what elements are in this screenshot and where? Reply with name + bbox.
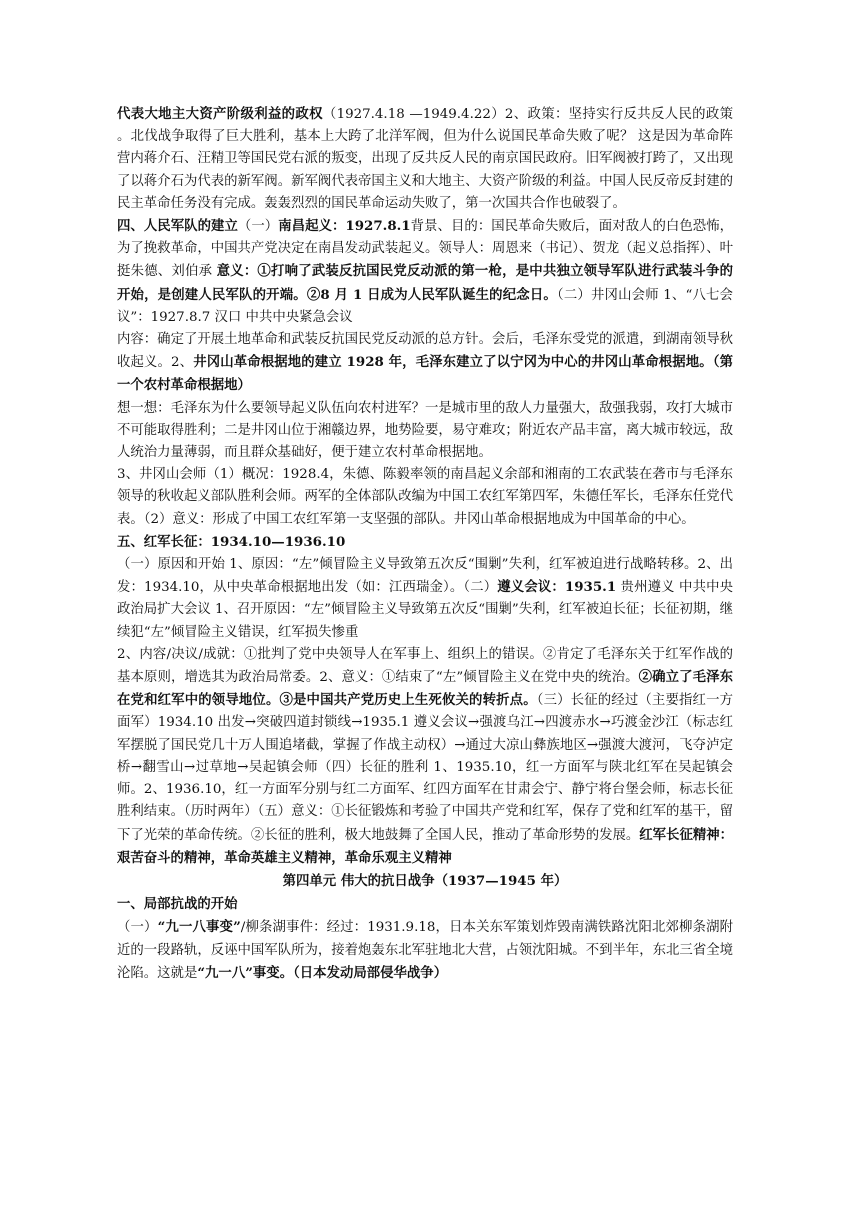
paragraph-local-war-heading bbox=[117, 893, 733, 916]
text-run: 想一想：毛泽东为什么要领导起义队伍向农村进军？一是城市里的敌人力量强大，敌强我弱，攻打大城市不可能取得胜利；二是井冈山位于湘赣边界，地势险要，易守难攻；附近农产品丰富，离大城市较远，敌人统治力量薄弱，而且群众基础好，便于建立农村革命根据地。 bbox=[117, 400, 733, 461]
text-run: “九一八”事变。（日本发动局部侵华战争） bbox=[197, 964, 448, 981]
unit-heading: 第四单元 伟大的抗日战争（1937—1945 年） bbox=[282, 872, 568, 889]
text-run: 井冈山革命根据地的建立 1928 年，毛泽东建立了以宁冈为中心的井冈山革命根据地。（第一个农村革命根据地） bbox=[117, 354, 733, 394]
text-run: （三）长征的经过（主要指红一方面军）1934.10 出发→突破四道封锁线→1935.1 遵义会议→强渡乌江→四渡赤水→巧渡金沙江（标志红军摆脱了国民党几十万人围追堵截，掌握了作战主动权）→通过大凉山彝族地区→强渡大渡河，飞夺泸定桥→翻雪山→过草地→吴起镇会师（四）长征的胜利 1、1935.10，红一方面军与陕北红军在吴起镇会师。2、1936.10，红一方面军分别与红二方面军、红四方面军在甘肃会宁、静宁将台堡会师，标志长征胜利结束。（历时两年）（五）意义：①长征锻炼和考验了中国共产党和红军，保存了党和红军的基干，留下了光荣的革命传统。②长征的胜利，极大地鼓舞了全国人民，推动了革命形势的发展。 bbox=[117, 693, 733, 843]
text-run: 代表大地主大资产阶级利益的政权 bbox=[117, 106, 323, 122]
paragraph-jinggangshan-base bbox=[117, 329, 733, 398]
section-heading: 四、人民军队的建立 bbox=[117, 218, 238, 235]
text-run: /柳条湖事件：经过：1931.9.18，日本关东军策划炸毁南满铁路沈阳北郊柳条湖附近的一段路轨，反诬中国军队所为，接着炮轰东北军驻地北大营，占领沈阳城。不到半年，东北三省全境沦陷。这就是 bbox=[117, 920, 734, 981]
paragraph-people-army bbox=[117, 215, 733, 329]
text-run: 背景、目的：国民革命失败后，面对敌人的白色恐怖，为了挽救革命，中国共产党决定在南昌发动武装起义。领导人：周恩来（书记）、贺龙（起义总指挥）、叶挺朱德、刘伯承 bbox=[117, 219, 734, 280]
text-run: 南昌起义：1927.8.1 bbox=[278, 218, 411, 235]
paragraph-zunyi-meeting bbox=[117, 644, 733, 870]
text-run: 红军长征精神：艰苦奋斗的精神，革命英雄主义精神，革命乐观主义精神 bbox=[117, 826, 734, 866]
paragraph-long-march-heading bbox=[117, 531, 733, 554]
paragraph-nationalist-regime bbox=[117, 103, 733, 215]
text-run: （一） bbox=[117, 920, 158, 936]
paragraph-jinggangshan-meeting bbox=[117, 464, 733, 531]
paragraph-918-incident bbox=[117, 916, 733, 985]
text-run: （1927.4.18 —1949.4.22）2、政策：坚持实行反共反人民的政策 。北伐战争取得了巨大胜利，基本上大跨了北洋军阀，但为什么说国民革命失败了呢？ 这是因为革命阵营内蒋介石、汪精卫等国民党右派的叛变，出现了反共反人民的南京国民政府。旧军阀被打跨了，又出现了以蒋介石为代表的新军阀。新军阀代表帝国主义和大地主、大资产阶级的利益。中国人民反帝反封建的民主革命任务没有完成。轰轰烈烈的国民革命运动失败了，第一次国共合作也破裂了。 bbox=[117, 107, 734, 211]
text-run: 内容：确定了开展土地革命和武装反抗国民党反动派的总方针。会后，毛泽东受党的派遣，到湖南领导秋收起义。2、 bbox=[117, 332, 733, 371]
text-run: 3、井冈山会师（1）概况：1928.4，朱德、陈毅率领的南昌起义余部和湘南的工农武装在砻市与毛泽东领导的秋收起义部队胜利会师。两军的全体部队改编为中国工农红军第四军，朱德任军长，毛泽东任党代表。（2）意义：形成了中国工农红军第一支坚强的部队。井冈山革命根据地成为中国革命的中心。 bbox=[117, 467, 733, 527]
text-run: （二）井冈山会师 1、“八七会议”：1927.8.7 汉口 中共中央紧急会议 bbox=[117, 287, 734, 325]
text-run: 贵州遵义 中共中央政治局扩大会议 1、召开原因：“左”倾冒险主义导致第五次反“围剿”失利，红军被迫长征；长征初期，继续犯“左”倾冒险主义错误，红军损失惨重 bbox=[117, 580, 734, 640]
document-page bbox=[117, 103, 733, 985]
text-run: 意义：①打响了武装反抗国民党反动派的第一枪，是中共独立领导军队进行武装斗争的开始，是创建人民军队的开端。②8 月 1 日成为人民军队诞生的纪念日。 bbox=[117, 263, 733, 303]
text-run: ②确立了毛泽东在党和红军中的领导地位。③是中国共产党历史上生死攸关的转折点。 bbox=[117, 669, 733, 709]
paragraph-long-march-start bbox=[117, 554, 733, 644]
text-run: （一）原因和开始 1、原因：“左”倾冒险主义导致第五次反“围剿”失利，红军被迫进行战略转移。2、出发：1934.10，从中央革命根据地出发（如：江西瑞金）。（二） bbox=[117, 557, 733, 596]
text-run: 遵义会议：1935.1 bbox=[497, 579, 617, 596]
text-run: （一） bbox=[237, 219, 279, 235]
unit-title bbox=[117, 870, 733, 893]
text-run: “九一八事变” bbox=[157, 919, 241, 936]
paragraph-think-about bbox=[117, 398, 733, 465]
section-heading: 五、红军长征：1934.10—1936.10 bbox=[117, 533, 346, 550]
section-heading: 一、局部抗战的开始 bbox=[117, 896, 238, 913]
text-run: 2、内容/决议/成就：①批判了党中央领导人在军事上、组织上的错误。②肯定了毛泽东关于红军作战的基本原则，增选其为政治局常委。2、意义：①结束了“左”倾冒险主义在党中央的统治。 bbox=[117, 646, 733, 686]
